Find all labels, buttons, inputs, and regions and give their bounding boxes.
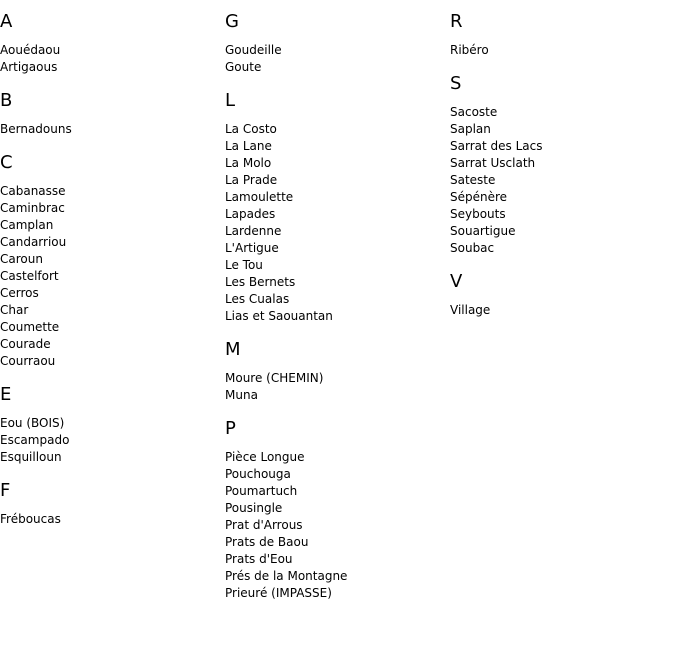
street-link-courade[interactable]: Courade bbox=[0, 337, 51, 351]
letter-heading: L bbox=[225, 90, 236, 111]
street-link-prats-de-baou[interactable]: Prats de Baou bbox=[225, 535, 309, 549]
street-list bbox=[225, 370, 445, 404]
street-link-prat-d-arrous[interactable]: Prat d'Arrous bbox=[225, 518, 303, 532]
street-link-cabanasse[interactable]: Cabanasse bbox=[0, 184, 66, 198]
street-link-camplan[interactable]: Camplan bbox=[0, 218, 54, 232]
street-link-moure-chemin[interactable]: Moure (CHEMIN) bbox=[225, 371, 324, 385]
street-link-sarrat-des-lacs[interactable]: Sarrat des Lacs bbox=[450, 139, 543, 153]
letter-group-p bbox=[225, 418, 445, 602]
letter-heading: B bbox=[0, 90, 13, 111]
street-link-aouedaou[interactable]: Aouédaou bbox=[0, 43, 61, 57]
street-link-esquilloun[interactable]: Esquilloun bbox=[0, 450, 62, 464]
street-link-les-bernets[interactable]: Les Bernets bbox=[225, 275, 296, 289]
index-column-3 bbox=[450, 0, 670, 333]
street-link-caroun[interactable]: Caroun bbox=[0, 252, 43, 266]
street-link-l-artigue[interactable]: L'Artigue bbox=[225, 241, 279, 255]
letter-group-a bbox=[0, 11, 220, 76]
letter-group-r bbox=[450, 11, 670, 59]
street-list bbox=[450, 302, 670, 319]
street-link-prieure-impasse[interactable]: Prieuré (IMPASSE) bbox=[225, 586, 332, 600]
street-link-la-lane[interactable]: La Lane bbox=[225, 139, 272, 153]
street-list bbox=[225, 121, 445, 325]
street-link-lias-et-saouantan[interactable]: Lias et Saouantan bbox=[225, 309, 333, 323]
letter-heading: S bbox=[450, 73, 462, 94]
street-link-bernadouns[interactable]: Bernadouns bbox=[0, 122, 72, 136]
street-list bbox=[450, 104, 670, 257]
street-link-village[interactable]: Village bbox=[450, 303, 491, 317]
street-link-les-cualas[interactable]: Les Cualas bbox=[225, 292, 290, 306]
street-link-cerros[interactable]: Cerros bbox=[0, 286, 39, 300]
street-list bbox=[0, 121, 220, 138]
letter-heading: A bbox=[0, 11, 13, 32]
street-link-saplan[interactable]: Saplan bbox=[450, 122, 491, 136]
street-link-caminbrac[interactable]: Caminbrac bbox=[0, 201, 65, 215]
street-link-souartigue[interactable]: Souartigue bbox=[450, 224, 516, 238]
street-link-char[interactable]: Char bbox=[0, 303, 29, 317]
street-list bbox=[225, 42, 445, 76]
street-link-prats-d-eou[interactable]: Prats d'Eou bbox=[225, 552, 293, 566]
street-link-la-costo[interactable]: La Costo bbox=[225, 122, 277, 136]
street-list bbox=[0, 183, 220, 370]
street-link-freboucas[interactable]: Fréboucas bbox=[0, 512, 61, 526]
street-link-lamoulette[interactable]: Lamoulette bbox=[225, 190, 294, 204]
letter-group-c bbox=[0, 152, 220, 370]
street-link-soubac[interactable]: Soubac bbox=[450, 241, 495, 255]
letter-heading: M bbox=[225, 339, 241, 360]
letter-group-m bbox=[225, 339, 445, 404]
street-link-sacoste[interactable]: Sacoste bbox=[450, 105, 498, 119]
letter-group-e bbox=[0, 384, 220, 466]
street-list bbox=[0, 415, 220, 466]
street-link-la-molo[interactable]: La Molo bbox=[225, 156, 272, 170]
street-list bbox=[225, 449, 445, 602]
street-link-poumartuch[interactable]: Poumartuch bbox=[225, 484, 298, 498]
street-link-artigaous[interactable]: Artigaous bbox=[0, 60, 58, 74]
street-link-eou-bois[interactable]: Eou (BOIS) bbox=[0, 416, 65, 430]
street-list bbox=[0, 511, 220, 528]
street-link-lapades[interactable]: Lapades bbox=[225, 207, 276, 221]
street-link-muna[interactable]: Muna bbox=[225, 388, 258, 402]
street-link-goudeille[interactable]: Goudeille bbox=[225, 43, 282, 57]
letter-group-l bbox=[225, 90, 445, 325]
index-column-1 bbox=[0, 0, 220, 542]
letter-heading: R bbox=[450, 11, 463, 32]
letter-group-g bbox=[225, 11, 445, 76]
street-link-pres-de-la-montagne[interactable]: Prés de la Montagne bbox=[225, 569, 348, 583]
street-link-le-tou[interactable]: Le Tou bbox=[225, 258, 263, 272]
street-link-castelfort[interactable]: Castelfort bbox=[0, 269, 59, 283]
street-list bbox=[450, 42, 670, 59]
letter-heading: V bbox=[450, 271, 463, 292]
street-link-courraou[interactable]: Courraou bbox=[0, 354, 56, 368]
street-link-piece-longue[interactable]: Pièce Longue bbox=[225, 450, 305, 464]
street-link-candarriou[interactable]: Candarriou bbox=[0, 235, 67, 249]
street-link-pouchouga[interactable]: Pouchouga bbox=[225, 467, 291, 481]
letter-heading: C bbox=[0, 152, 13, 173]
street-link-pousingle[interactable]: Pousingle bbox=[225, 501, 283, 515]
street-list bbox=[0, 42, 220, 76]
letter-group-v bbox=[450, 271, 670, 319]
letter-heading: F bbox=[0, 480, 11, 501]
letter-group-s bbox=[450, 73, 670, 257]
street-link-sateste[interactable]: Sateste bbox=[450, 173, 496, 187]
letter-heading: P bbox=[225, 418, 236, 439]
street-link-la-prade[interactable]: La Prade bbox=[225, 173, 278, 187]
street-link-seybouts[interactable]: Seybouts bbox=[450, 207, 506, 221]
letter-heading: E bbox=[0, 384, 12, 405]
street-link-ribero[interactable]: Ribéro bbox=[450, 43, 489, 57]
street-link-escampado[interactable]: Escampado bbox=[0, 433, 70, 447]
letter-heading: G bbox=[225, 11, 239, 32]
letter-group-f bbox=[0, 480, 220, 528]
index-column-2 bbox=[225, 0, 445, 616]
street-link-coumette[interactable]: Coumette bbox=[0, 320, 60, 334]
street-link-sepenere[interactable]: Sépénère bbox=[450, 190, 508, 204]
street-link-goute[interactable]: Goute bbox=[225, 60, 262, 74]
letter-group-b bbox=[0, 90, 220, 138]
street-link-sarrat-usclath[interactable]: Sarrat Usclath bbox=[450, 156, 536, 170]
street-link-lardenne[interactable]: Lardenne bbox=[225, 224, 282, 238]
